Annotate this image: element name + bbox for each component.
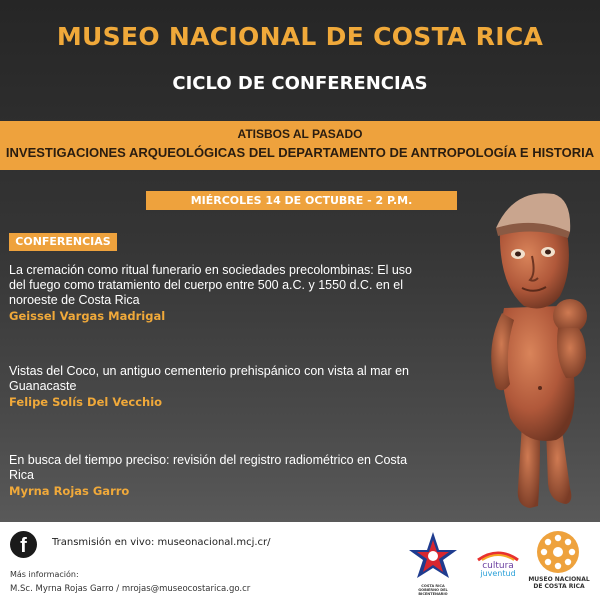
stream-link[interactable]: Transmisión en vivo: museonacional.mcj.cr/ [52,537,271,548]
talk-item [9,453,429,499]
museo-logo-text [528,576,590,590]
series-name: ATISBOS AL PASADO [237,127,363,141]
more-info-label: Más información: [10,570,79,579]
section-badge: CONFERENCIAS [9,233,117,251]
talk-title: Vistas del Coco, un antiguo cementerio prehispánico con vista al mar en Guanacaste [9,364,409,393]
contact-info: M.Sc. Myrna Rojas Garro / mrojas@museocostarica.go.cr [10,584,251,594]
footer [0,522,600,600]
costa-rica-logo-text [405,584,461,596]
museo-logo-line2: DE COSTA RICA [533,583,585,590]
talk-title: La cremación como ritual funerario en sociedades precolombinas: El uso del fuego como tratamiento del cuerpo entre 500 a.C. y 1550 d.C. en el noroeste de Costa Rica [9,263,412,307]
museo-nacional-logo [536,530,580,574]
talk-title: En busca del tiempo preciso: revisión del registro radiométrico en Costa Rica [9,453,408,482]
series-description: INVESTIGACIONES ARQUEOLÓGICAS DEL DEPARTAMENTO DE ANTROPOLOGÍA E HISTORIA [5,145,595,160]
talk-speaker: Geissel Vargas Madrigal [9,309,166,323]
museum-title: MUSEO NACIONAL DE COSTA RICA [56,22,544,51]
juventud-text: juventud [480,569,516,578]
talk-item [9,364,429,410]
talk-item [9,263,429,324]
date-badge: MIÉRCOLES 14 DE OCTUBRE - 2 P.M. [146,191,457,210]
museo-logo-line1: MUSEO NACIONAL [528,576,590,583]
talk-speaker: Felipe Solís Del Vecchio [9,395,163,409]
logo-cr-line2: GOBIERNO DEL BICENTENARIO [418,588,448,596]
ceramic-figure-image [474,188,599,518]
series-banner [0,121,600,170]
facebook-icon[interactable]: f [10,531,37,558]
cultura-juventud-logo [474,548,522,578]
talk-speaker: Myrna Rojas Garro [9,484,130,498]
cycle-subtitle: CICLO DE CONFERENCIAS [172,73,428,94]
cultura-text: cultura [482,561,514,571]
logo-cr-line1: COSTA RICA [421,584,445,588]
